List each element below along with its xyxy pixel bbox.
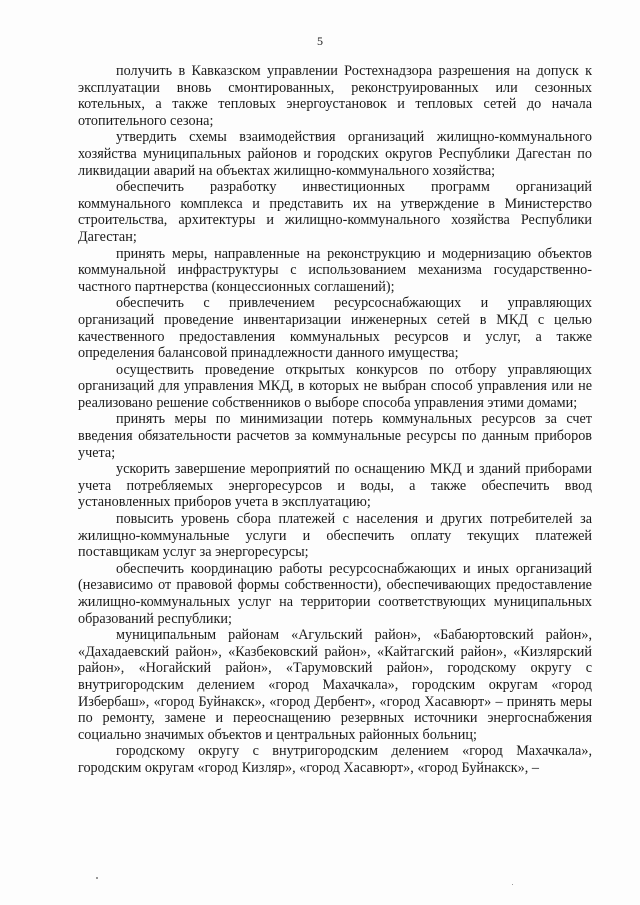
paragraph-city-districts: городскому округу с внутригородским делением «город Махачкала», городским округам «город Кизляр», «город Хасавюрт», «город Буйнакск», –: [78, 743, 592, 776]
paragraph-interaction-schemes: утвердить схемы взаимодействия организаций жилищно-коммунального хозяйства муниципальных районов и городских округов Республики Дагестан по ликвидации аварий на объектах жилищно-коммунального хозяйства;: [78, 129, 592, 179]
paragraph-metering: ускорить завершение мероприятий по оснащению МКД и зданий приборами учета потребляемых энергоресурсов и воды, а также обеспечить ввод установленных приборов учета в эксплуатацию;: [78, 461, 592, 511]
paragraph-investment-programs: обеспечить разработку инвестиционных программ организаций коммунального комплекса и представить их на утверждение в Министерство строительства, архитектуры и жилищно-коммунального хозяйства Республики Дагестан;: [78, 179, 592, 245]
document-body: [78, 63, 592, 777]
paragraph-coordination: обеспечить координацию работы ресурсоснабжающих и иных организаций (независимо от правовой формы собственности), обеспечивающих предоставление жилищно-коммунальных услуг на территории соответствующих муниципальных образований республики;: [78, 560, 592, 627]
paragraph-inventory: обеспечить с привлечением ресурсоснабжающих и управляющих организаций проведение инвентаризации инженерных сетей в МКД с целью качественного предоставления коммунальных ресурсов и услуг, а также определения балансовой принадлежности данного имущества;: [78, 295, 592, 362]
paragraph-permits: получить в Кавказском управлении Ростехнадзора разрешения на допуск к эксплуатации вновь смонтированных, реконструированных или сезонных котельных, а также тепловых энергоустановок и тепловых сетей до начала отопительного сезона;: [78, 63, 592, 129]
paragraph-payments: повысить уровень сбора платежей с населения и других потребителей за жилищно-коммунальные услуги и обеспечить оплату текущих платежей поставщикам услуг за энергоресурсы;: [78, 511, 592, 561]
scan-speck: [512, 884, 513, 885]
scan-speck: [96, 877, 98, 879]
paragraph-loss-minimization: принять меры по минимизации потерь коммунальных ресурсов за счет введения обязательности расчетов за коммунальные ресурсы по данным приборов учета;: [78, 411, 592, 461]
paragraph-reconstruction: принять меры, направленные на реконструкцию и модернизацию объектов коммунальной инфраструктуры с использованием механизма государственно-частного партнерства (концессионных соглашений);: [78, 245, 592, 295]
page-number: 5: [317, 34, 323, 48]
paragraph-contests: осуществить проведение открытых конкурсов по отбору управляющих организаций для управления МКД, в которых не выбран способ управления или не реализовано решение собственников о выборе способа управления этими домами;: [78, 361, 592, 411]
paragraph-municipal-districts: муниципальным районам «Агульский район», «Бабаюртовский район», «Дахадаевский район», «Казбековский район», «Кайтагский район», «Кизлярский район», «Ногайский район», «Тарумовский район», городскому округу с внутригородским делением «город Махачкала», городским округам «город Избербаш», «город Буйнакск», «город Дербент», «город Хасавюрт» – принять меры по ремонту, замене и переоснащению резервных источники энергоснабжения социально значимых объектов и центральных районных больниц;: [78, 627, 592, 743]
